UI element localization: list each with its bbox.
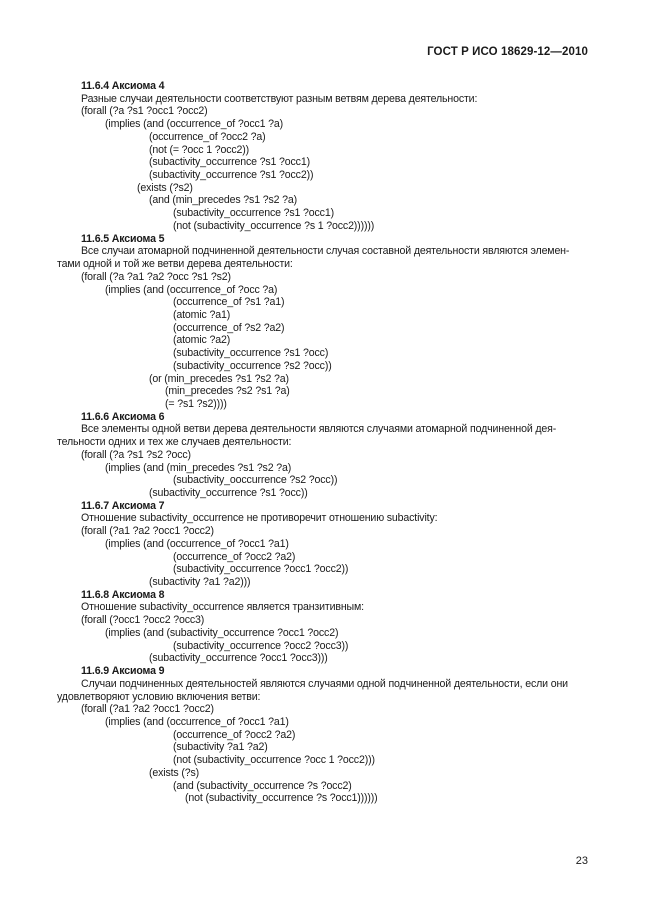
formula-line: (not (subactivity_occurrence ?s ?occ1)))))) [185, 792, 378, 805]
axiom-description: Отношение subactivity_occurrence является транзитивным: [81, 601, 364, 614]
formula-line: (= ?s1 ?s2)))) [165, 397, 227, 410]
axiom-section [81, 500, 593, 589]
axiom-description: Все элементы одной ветви дерева деятельности являются случаями атомарной подчиненной дея- [81, 423, 557, 436]
formula-line: (subactivity_occurrence ?s1 ?occ2)) [149, 169, 314, 182]
formula-line: (and (min_precedes ?s1 ?s2 ?a) [149, 194, 298, 207]
formula-line: (subactivity_occurrence ?occ2 ?occ3)) [173, 639, 349, 652]
formula-line: (forall (?a ?s1 ?s2 ?occ) [81, 448, 191, 461]
axiom-section [57, 232, 593, 411]
formula-line: (implies (and (occurrence_of ?occ1 ?a) [105, 118, 284, 131]
axiom-description: Отношение subactivity_occurrence не противоречит отношению subactivity: [81, 512, 438, 525]
axiom-description: тельности одних и тех же случаев деятельности: [57, 436, 292, 449]
formula-line: (not (subactivity_occurrence ?occ 1 ?occ2))) [173, 754, 375, 767]
formula-line: (subactivity_occurrence ?occ1 ?occ3))) [149, 652, 328, 665]
formula-line: (subactivity_occurrence ?s1 ?occ1) [173, 207, 334, 220]
axiom-heading: 11.6.9 Аксиома 9 [81, 665, 165, 678]
axiom-heading: 11.6.6 Аксиома 6 [81, 410, 165, 423]
formula-line: (atomic ?a2) [173, 334, 231, 347]
formula-line: (implies (and (occurrence_of ?occ ?a) [105, 283, 278, 296]
formula-line: (implies (and (occurrence_of ?occ1 ?a1) [105, 715, 289, 728]
formula-line: (not (= ?occ 1 ?occ2)) [149, 143, 250, 156]
formula-line: (occurrence_of ?s1 ?a1) [173, 296, 285, 309]
document-body [57, 80, 593, 805]
formula-line: (forall (?occ1 ?occ2 ?occ3) [81, 614, 205, 627]
formula-line: (occurrence_of ?s2 ?a2) [173, 321, 285, 334]
formula-line: (subactivity_occurrence ?s1 ?occ)) [149, 487, 308, 499]
formula-line: (subactivity ?a1 ?a2))) [149, 576, 251, 589]
axiom-heading: 11.6.4 Аксиома 4 [81, 80, 165, 92]
formula-line: (implies (and (min_precedes ?s1 ?s2 ?a) [105, 461, 292, 474]
document-header: ГОСТ Р ИСО 18629-12—2010 [427, 46, 588, 58]
formula-line: (or (min_precedes ?s1 ?s2 ?a) [149, 372, 289, 385]
formula-line: (forall (?a1 ?a2 ?occ1 ?occ2) [81, 703, 214, 716]
formula-line: (subactivity_occurrence ?s1 ?occ) [173, 347, 329, 360]
formula-line: (implies (and (subactivity_occurrence ?occ1 ?occ2) [105, 626, 339, 639]
formula-line: (occurrence_of ?occ2 ?a2) [173, 728, 296, 741]
axiom-description: Разные случаи деятельности соответствуют разным ветвям дерева деятельности: [81, 92, 478, 105]
axiom-description: удовлетворяют условию включения ветви: [57, 690, 261, 703]
formula-line: (min_precedes ?s2 ?s1 ?a) [165, 385, 290, 398]
axiom-heading: 11.6.5 Аксиома 5 [81, 232, 165, 245]
axiom-description: Случаи подчиненных деятельностей являются случаями одной подчиненной деятельности, если они [81, 677, 568, 690]
page-number: 23 [575, 855, 588, 867]
formula-line: (exists (?s) [149, 766, 199, 779]
formula-line: (subactivity_occurrence ?occ1 ?occ2)) [173, 563, 349, 576]
formula-line: (subactivity ?a1 ?a2) [173, 741, 268, 754]
formula-line: (subactivity_occurrence ?s2 ?occ)) [173, 359, 332, 372]
formula-line: (implies (and (occurrence_of ?occ1 ?a1) [105, 537, 289, 550]
axiom-section [57, 410, 593, 500]
formula-line: (subactivity_ooccurrence ?s2 ?occ)) [173, 474, 338, 487]
axiom-heading: 11.6.7 Аксиома 7 [81, 499, 165, 512]
formula-line: (subactivity_occurrence ?s1 ?occ1) [149, 156, 310, 169]
formula-line: (exists (?s2) [137, 181, 193, 194]
formula-line: (not (subactivity_occurrence ?s 1 ?occ2)))))) [173, 219, 375, 232]
formula-line: (and (subactivity_occurrence ?s ?occ2) [173, 779, 352, 792]
formula-line: (forall (?a1 ?a2 ?occ1 ?occ2) [81, 525, 214, 538]
axiom-heading: 11.6.8 Аксиома 8 [81, 588, 165, 601]
axiom-section [81, 80, 593, 233]
axiom-section [81, 589, 593, 665]
formula-line: (occurrence_of ?occ2 ?a2) [173, 550, 296, 563]
formula-line: (forall (?a ?a1 ?a2 ?occ ?s1 ?s2) [81, 270, 231, 283]
formula-line: (occurrence_of ?occ2 ?a) [149, 130, 266, 143]
formula-line: (atomic ?a1) [173, 308, 231, 321]
axiom-description: тами одной и той же ветви дерева деятельности: [57, 258, 293, 271]
formula-line: (forall (?a ?s1 ?occ1 ?occ2) [81, 105, 208, 118]
axiom-description: Все случаи атомарной подчиненной деятельности случая составной деятельности являются элемен- [81, 245, 570, 258]
axiom-section [57, 665, 593, 805]
